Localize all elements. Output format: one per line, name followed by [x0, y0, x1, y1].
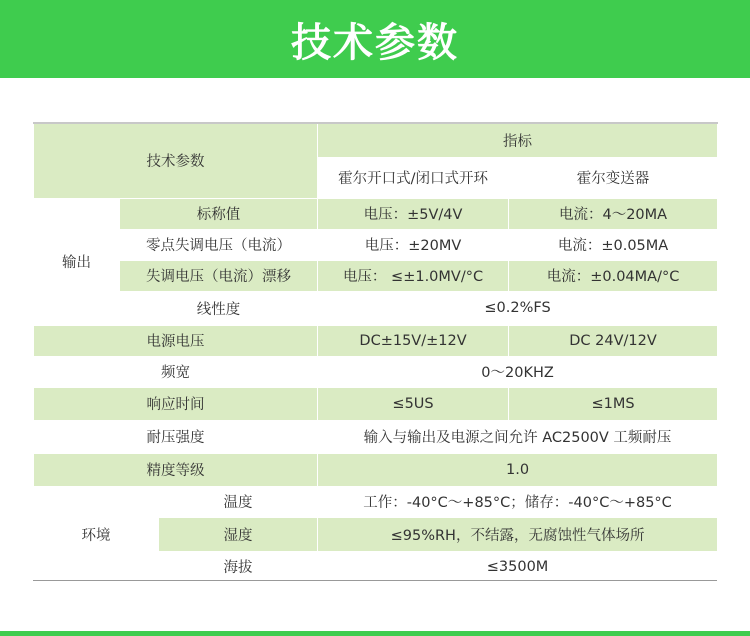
row-value: ≤3500M — [318, 551, 718, 582]
row-value-b: 电流：4～20MA — [509, 198, 718, 229]
row-value: 0～20KHZ — [318, 356, 718, 387]
title-banner — [0, 0, 750, 78]
row-value: 输入与输出及电源之间允许 AC2500V 工频耐压 — [318, 420, 718, 453]
row-label: 耐压强度 — [34, 420, 318, 453]
row-label: 失调电压（电流）漂移 — [120, 260, 318, 291]
table-bottom-rule — [33, 580, 717, 581]
header-param: 技术参数 — [34, 123, 318, 198]
row-label: 响应时间 — [34, 387, 318, 420]
row-value-a: 电压：±20MV — [318, 229, 509, 260]
row-label: 标称值 — [120, 198, 318, 229]
header-col-a: 霍尔开口式/闭口式开环 — [318, 157, 509, 198]
row-value: 工作：-40°C～+85°C；储存：-40°C～+85°C — [318, 486, 718, 517]
row-label: 海拔 — [159, 551, 318, 582]
spec-table — [33, 122, 718, 583]
row-label: 线性度 — [120, 291, 318, 325]
row-value-b: DC 24V/12V — [509, 325, 718, 356]
row-value-a: 电压： ≤±1.0MV/°C — [318, 260, 509, 291]
row-label: 电源电压 — [34, 325, 318, 356]
row-label: 频宽 — [34, 356, 318, 387]
row-value-a: 电压：±5V/4V — [318, 198, 509, 229]
row-value-b: 电流：±0.05MA — [509, 229, 718, 260]
row-value-b: 电流：±0.04MA/°C — [509, 260, 718, 291]
row-label: 温度 — [159, 486, 318, 517]
footer-accent-bar — [0, 631, 750, 636]
row-value-a: DC±15V/±12V — [318, 325, 509, 356]
row-label: 零点失调电压（电流） — [120, 229, 318, 260]
row-value: ≤95%RH，不结露，无腐蚀性气体场所 — [318, 517, 718, 551]
environment-group-label: 环境 — [34, 486, 159, 582]
header-col-b: 霍尔变送器 — [509, 157, 718, 198]
header-index: 指标 — [318, 123, 718, 157]
row-value: ≤0.2%FS — [318, 291, 718, 325]
row-value: 1.0 — [318, 453, 718, 486]
output-group-label: 输出 — [34, 198, 120, 325]
row-value-b: ≤1MS — [509, 387, 718, 420]
row-value-a: ≤5US — [318, 387, 509, 420]
row-label: 湿度 — [159, 517, 318, 551]
row-label: 精度等级 — [34, 453, 318, 486]
page-title: 技术参数 — [291, 19, 459, 66]
